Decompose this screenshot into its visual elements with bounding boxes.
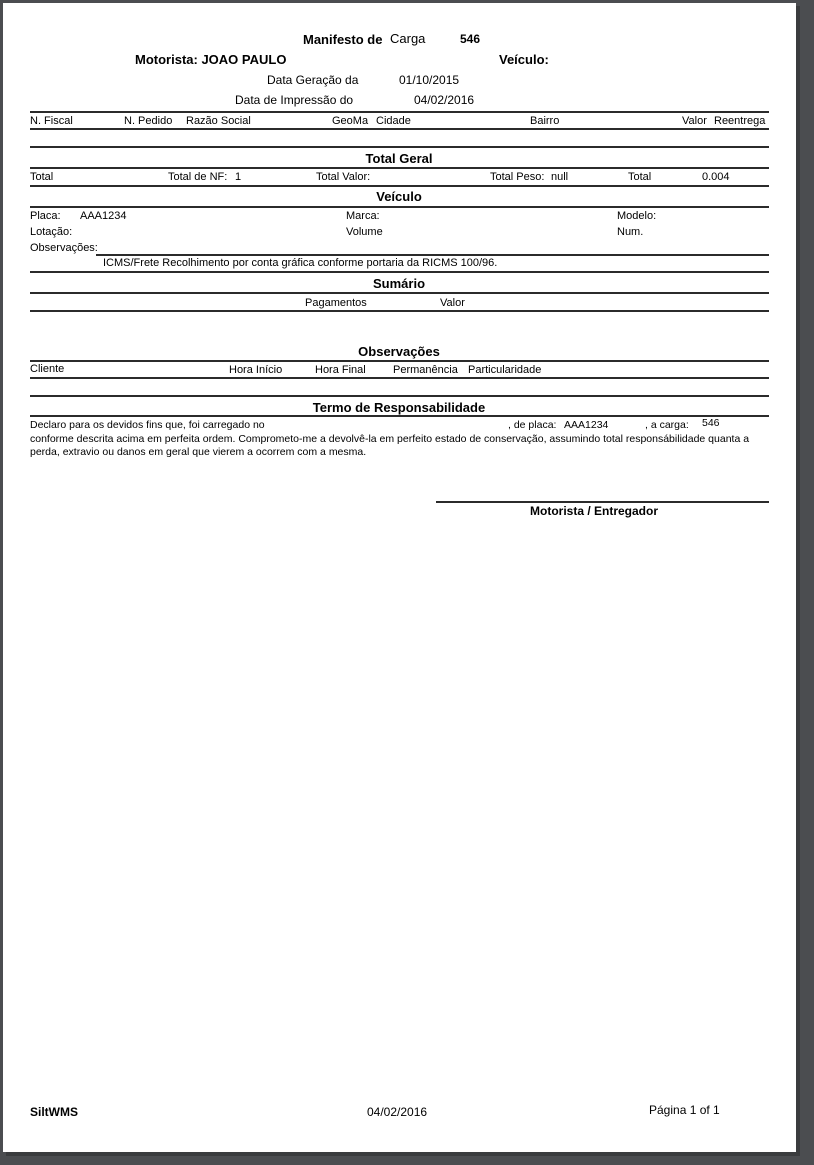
section-title-total-geral: Total Geral [365, 151, 433, 166]
section-title-veiculo: Veículo [376, 189, 422, 204]
lotacao-label: Lotação: [30, 226, 73, 238]
placa-label: Placa: [30, 210, 61, 222]
divider [30, 185, 769, 187]
col-particularidade: Particularidade [468, 364, 542, 376]
observacoes-label: Observações: [30, 242, 98, 254]
total2-label: Total [628, 171, 652, 183]
divider [30, 111, 769, 113]
divider [30, 167, 769, 169]
pagamentos-label: Pagamentos [305, 297, 367, 309]
termo-placa-value: AAA1234 [564, 419, 609, 431]
footer-app-name: SiltWMS [30, 1105, 78, 1119]
divider [30, 128, 769, 130]
observacoes-text: ICMS/Frete Recolhimento por conta gráfica conforme portaria da RICMS 100/96. [103, 257, 498, 269]
sumario-valor-label: Valor [440, 297, 465, 309]
col-reentrega: Reentrega [714, 115, 766, 127]
divider [30, 415, 769, 417]
col-geoma: GeoMa [332, 115, 369, 127]
divider [30, 206, 769, 208]
termo-line1: Declaro para os devidos fins que, foi carregado no [30, 419, 265, 431]
divider [30, 146, 769, 148]
col-razao-social: Razão Social [186, 115, 251, 127]
total-peso-value: null [551, 171, 569, 183]
total-nf-label: Total de NF: [168, 171, 228, 183]
print-date-label: Data de Impressão do [235, 93, 354, 107]
total-nf-value: 1 [235, 171, 242, 183]
termo-placa-label: , de placa: [508, 419, 557, 431]
section-title-observacoes: Observações [358, 344, 440, 359]
col-cliente: Cliente [30, 363, 65, 375]
divider [30, 377, 769, 379]
page-shadow-bottom [6, 1152, 800, 1156]
divider [30, 271, 769, 273]
total-peso-label: Total Peso: [490, 171, 545, 183]
section-title-termo: Termo de Responsabilidade [312, 400, 486, 415]
num-label: Num. [617, 226, 644, 238]
vehicle-label: Veículo: [499, 52, 549, 67]
col-hora-final: Hora Final [315, 364, 366, 376]
manifest-number: 546 [460, 32, 481, 46]
col-cidade: Cidade [376, 115, 411, 127]
termo-carga-value: 546 [702, 417, 720, 429]
col-permanencia: Permanência [393, 364, 458, 376]
footer-date: 04/02/2016 [367, 1105, 428, 1119]
print-date: 04/02/2016 [414, 93, 475, 107]
generation-date: 01/10/2015 [399, 73, 460, 87]
divider [30, 292, 769, 294]
col-bairro: Bairro [530, 115, 560, 127]
divider [96, 254, 769, 256]
divider [30, 360, 769, 362]
termo-carga-label: , a carga: [645, 419, 689, 431]
col-valor: Valor [682, 115, 707, 127]
col-n-pedido: N. Pedido [124, 115, 173, 127]
report-page [3, 3, 796, 1152]
total-valor-label: Total Valor: [316, 171, 371, 183]
total2-value: 0.004 [702, 171, 730, 183]
col-hora-inicio: Hora Início [229, 364, 283, 376]
generation-date-label: Data Geração da [267, 73, 359, 87]
col-n-fiscal: N. Fiscal [30, 115, 73, 127]
termo-line2: conforme descrita acima em perfeita ordem. Comprometo-me a devolvê-la em perfeito estado de conservação, assumindo total responsábilidade quanta a [30, 433, 750, 445]
modelo-label: Modelo: [617, 210, 657, 222]
footer-page-info: Página 1 of 1 [649, 1103, 720, 1117]
driver-label: Motorista: JOAO PAULO [135, 52, 287, 67]
divider [30, 310, 769, 312]
volume-label: Volume [346, 226, 383, 238]
page-shadow-right [796, 6, 800, 1155]
total-label: Total [30, 171, 54, 183]
signature-line [436, 501, 769, 503]
title-bold: Manifesto de [303, 32, 383, 47]
title-regular: Carga [390, 31, 426, 46]
section-title-sumario: Sumário [372, 276, 426, 291]
signature-label: Motorista / Entregador [530, 504, 659, 518]
marca-label: Marca: [346, 210, 380, 222]
placa-value: AAA1234 [80, 210, 127, 222]
divider [30, 395, 769, 397]
termo-line3: perda, extravio ou danos em geral que vierem a ocorrem com a mesma. [30, 446, 367, 458]
